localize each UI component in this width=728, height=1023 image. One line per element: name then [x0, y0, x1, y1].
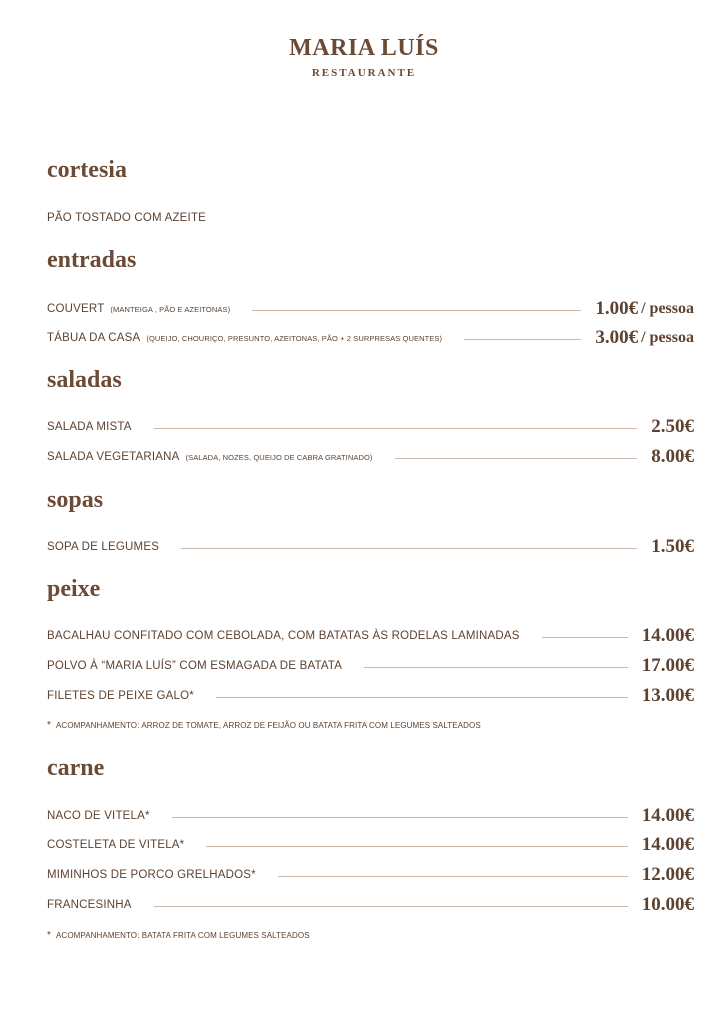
item-price: 14.00€ — [641, 625, 694, 646]
peixe-footnote — [47, 720, 481, 731]
footnote-star: * — [47, 720, 51, 731]
section-title-sopas: sopas — [47, 487, 104, 513]
menu-item-salada-mista — [47, 415, 694, 439]
footnote-text: ACOMPANHAMENTO: ARROZ DE TOMATE, ARROZ DE FEIJÃO OU BATATA FRITA COM LEGUMES SALTEADOS — [56, 721, 481, 730]
menu-item-miminhos-de-porco — [47, 863, 694, 887]
item-name: TÁBUA DA CASA — [47, 332, 141, 344]
item-name: NACO DE VITELA* — [47, 810, 150, 822]
section-title-saladas: saladas — [47, 367, 122, 393]
price-unit: / pessoa — [641, 329, 694, 346]
cortesia-line: PÃO TOSTADO COM AZEITE — [47, 212, 207, 224]
item-name: COUVERT — [47, 303, 105, 315]
item-price: 13.00€ — [641, 685, 694, 706]
leader-line — [464, 339, 581, 340]
menu-item-bacalhau — [47, 624, 694, 648]
section-title-carne: carne — [47, 755, 105, 781]
leader-line — [172, 817, 628, 818]
section-title-peixe: peixe — [47, 576, 101, 602]
leader-line — [181, 548, 637, 549]
item-name: MIMINHOS DE PORCO GRELHADOS* — [47, 869, 256, 881]
menu-item-sopa-de-legumes — [47, 535, 694, 559]
menu-item-francesinha — [47, 893, 694, 917]
item-name: FRANCESINHA — [47, 899, 132, 911]
leader-line — [395, 458, 638, 459]
item-price: 10.00€ — [641, 894, 694, 915]
item-price: 2.50€ — [651, 416, 694, 437]
item-name: BACALHAU CONFITADO COM CEBOLADA, COM BATATAS ÀS RODELAS LAMINADAS — [47, 630, 520, 642]
item-price: 1.00€ — [595, 298, 639, 319]
item-price: 1.50€ — [651, 536, 694, 557]
item-price: 14.00€ — [641, 805, 694, 826]
price-unit: / pessoa — [641, 300, 694, 317]
item-price: 14.00€ — [641, 834, 694, 855]
leader-line — [154, 428, 638, 429]
item-name: SOPA DE LEGUMES — [47, 541, 160, 553]
leader-line — [364, 667, 628, 668]
item-name: SALADA VEGETARIANA — [47, 451, 180, 463]
leader-line — [252, 310, 581, 311]
menu-item-polvo — [47, 654, 694, 678]
item-price: 8.00€ — [651, 446, 694, 467]
leader-line — [154, 906, 628, 907]
item-name: POLVO À “MARIA LUÍS” COM ESMAGADA DE BATATA — [47, 660, 343, 672]
carne-footnote — [47, 930, 310, 941]
item-name: FILETES DE PEIXE GALO* — [47, 690, 194, 702]
leader-line — [542, 637, 628, 638]
item-note: (SALADA, NOZES, QUEIJO DE CABRA GRATINADO) — [185, 452, 373, 462]
menu-item-tabua-da-casa — [47, 326, 694, 350]
leader-line — [278, 876, 628, 877]
restaurant-subtitle: RESTAURANTE — [311, 67, 417, 79]
section-title-entradas: entradas — [47, 247, 137, 273]
footnote-star: * — [47, 930, 51, 941]
item-note: (MANTEIGA , PÃO E AZEITONAS) — [110, 304, 231, 314]
item-name: COSTELETA DE VITELA* — [47, 839, 185, 851]
footnote-text: ACOMPANHAMENTO: BATATA FRITA COM LEGUMES SALTEADOS — [56, 931, 310, 940]
menu-item-couvert — [47, 297, 694, 321]
leader-line — [216, 697, 628, 698]
menu-item-costeleta-de-vitela — [47, 833, 694, 857]
item-name: SALADA MISTA — [47, 421, 132, 433]
menu-item-salada-vegetariana — [47, 445, 694, 469]
item-note: (QUEIJO, CHOURIÇO, PRESUNTO, AZEITONAS, PÃO + 2 SURPRESAS QUENTES) — [146, 333, 443, 343]
item-price: 17.00€ — [641, 655, 694, 676]
restaurant-name: MARIA LUÍS — [289, 35, 439, 61]
menu-item-naco-de-vitela — [47, 804, 694, 828]
restaurant-header — [0, 34, 728, 80]
item-price: 3.00€ — [595, 327, 639, 348]
menu-item-filetes — [47, 684, 694, 708]
item-price: 12.00€ — [641, 864, 694, 885]
section-title-cortesia: cortesia — [47, 157, 127, 183]
leader-line — [206, 846, 627, 847]
